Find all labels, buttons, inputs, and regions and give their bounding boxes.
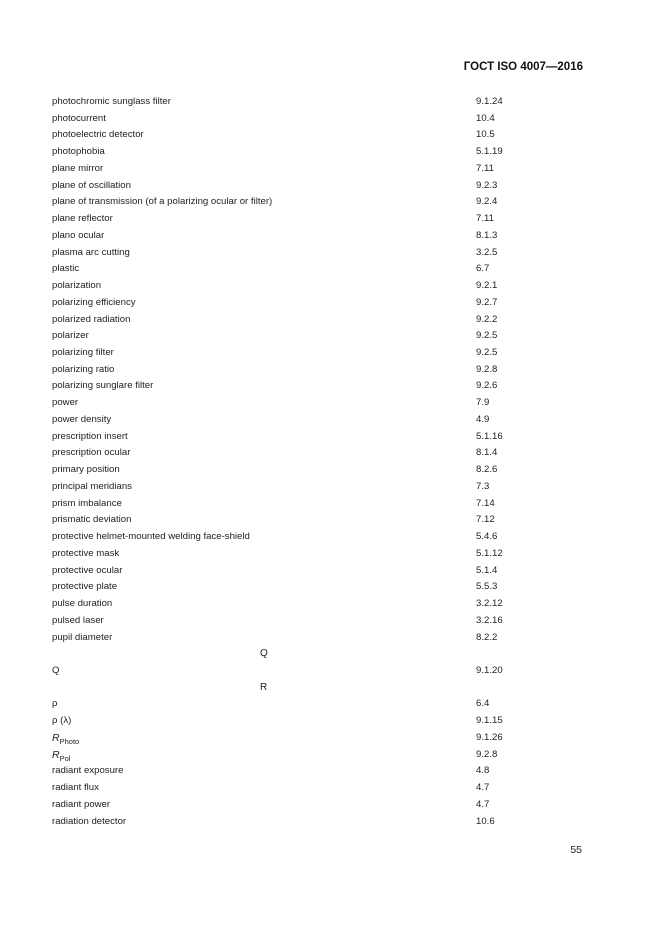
entry-reference: 4.9 <box>476 413 490 425</box>
index-entry <box>52 127 592 144</box>
index-entry <box>52 496 592 513</box>
entry-reference: 9.1.20 <box>476 664 503 676</box>
entry-reference: 7.11 <box>476 213 494 225</box>
index-entry <box>52 797 592 814</box>
index-entry <box>52 814 592 831</box>
page-number: 55 <box>570 844 582 856</box>
entry-reference: 8.1.4 <box>476 447 498 459</box>
entry-term: primary position <box>52 464 120 476</box>
entry-reference: 9.1.15 <box>476 715 503 727</box>
entry-term: polarization <box>52 280 102 292</box>
entry-reference: 7.11 <box>476 162 494 174</box>
entry-reference: 4.7 <box>476 782 490 794</box>
entry-reference: 5.1.12 <box>476 547 503 559</box>
index-entry <box>52 613 592 630</box>
entry-term: plastic <box>52 263 80 275</box>
index-entry <box>52 512 592 529</box>
entry-term: polarizer <box>52 330 89 342</box>
entry-reference: 10.6 <box>476 815 495 827</box>
index-entry <box>52 412 592 429</box>
entry-reference: 9.1.24 <box>476 96 503 107</box>
index-entry <box>52 94 592 111</box>
entry-term: plano ocular <box>52 229 105 241</box>
entry-term: prismatic deviation <box>52 514 132 526</box>
entry-term: prescription ocular <box>52 447 131 459</box>
entry-reference: 7.14 <box>476 497 495 509</box>
entry-reference: 5.1.4 <box>476 564 498 576</box>
entry-reference: 6.7 <box>476 263 490 275</box>
index-entry <box>52 479 592 496</box>
entry-term: prescription insert <box>52 430 128 442</box>
entry-reference: 5.1.16 <box>476 430 503 442</box>
index-entry <box>52 378 592 395</box>
index-entry <box>52 144 592 161</box>
symbol-subscript: Photo <box>59 736 80 746</box>
index-entry <box>52 462 592 479</box>
index-entry <box>52 763 592 780</box>
document-header: ГОСТ ISO 4007—2016 <box>463 61 583 73</box>
index-entry <box>52 563 592 580</box>
entry-reference: 4.8 <box>476 765 490 777</box>
entry-reference: 9.2.7 <box>476 296 498 308</box>
entry-symbol <box>52 730 79 748</box>
entry-term: photochromic sunglass filter <box>52 96 171 107</box>
index-entry <box>52 362 592 379</box>
index-entry <box>52 429 592 446</box>
index-entry <box>52 261 592 278</box>
index-entry <box>52 546 592 563</box>
entry-term: plane of transmission (of a polarizing ocular or filter) <box>52 196 273 208</box>
entry-term: pulsed laser <box>52 614 104 626</box>
entry-term: radiant exposure <box>52 765 124 777</box>
index-entry <box>52 211 592 228</box>
entry-reference: 9.2.2 <box>476 313 498 325</box>
symbol-subscript: Pol <box>59 753 71 763</box>
index-entry <box>52 161 592 178</box>
section-letter: R <box>260 681 268 693</box>
entry-term: radiant power <box>52 798 111 810</box>
entry-reference: 8.1.3 <box>476 229 498 241</box>
index-entry <box>52 111 592 128</box>
entry-reference: 8.2.2 <box>476 631 498 643</box>
entry-term: photocurrent <box>52 112 106 124</box>
entry-reference: 9.2.8 <box>476 748 498 760</box>
entry-term: prism imbalance <box>52 497 122 509</box>
entry-term: polarizing efficiency <box>52 296 136 308</box>
entry-term: pulse duration <box>52 598 113 610</box>
entry-reference: 3.2.5 <box>476 246 498 258</box>
entry-term: photophobia <box>52 146 105 158</box>
entry-reference: 9.1.26 <box>476 731 503 743</box>
index-list <box>52 94 592 830</box>
entry-term: polarized radiation <box>52 313 131 325</box>
index-entry <box>52 579 592 596</box>
entry-term: power <box>52 397 79 409</box>
index-entry <box>52 445 592 462</box>
entry-reference: 5.5.3 <box>476 581 498 593</box>
index-entry <box>52 278 592 295</box>
index-entry <box>52 747 592 764</box>
entry-term: photoelectric detector <box>52 129 144 141</box>
entry-reference: 10.5 <box>476 129 495 141</box>
entry-reference: 3.2.16 <box>476 614 503 626</box>
entry-term: principal meridians <box>52 480 132 492</box>
index-entry <box>52 596 592 613</box>
index-entry <box>52 178 592 195</box>
section-heading <box>52 680 592 697</box>
entry-term: protective plate <box>52 581 118 593</box>
entry-reference: 9.2.5 <box>476 347 498 359</box>
index-entry <box>52 328 592 345</box>
entry-term: polarizing ratio <box>52 363 115 375</box>
entry-term: protective helmet-mounted welding face-shield <box>52 531 250 543</box>
index-entry <box>52 713 592 730</box>
index-entry <box>52 663 592 680</box>
index-entry <box>52 630 592 647</box>
entry-term: power density <box>52 413 112 425</box>
entry-term: pupil diameter <box>52 631 113 643</box>
index-entry <box>52 245 592 262</box>
entry-reference: 4.7 <box>476 798 490 810</box>
entry-reference: 5.4.6 <box>476 531 498 543</box>
entry-term: plasma arc cutting <box>52 246 130 258</box>
entry-reference: 9.2.4 <box>476 196 498 208</box>
entry-reference: 7.9 <box>476 397 490 409</box>
entry-reference: 3.2.12 <box>476 598 503 610</box>
entry-reference: 8.2.6 <box>476 464 498 476</box>
entry-reference: 7.12 <box>476 514 495 526</box>
entry-term: Q <box>52 664 60 676</box>
entry-term: protective mask <box>52 547 120 559</box>
entry-reference: 10.4 <box>476 112 495 124</box>
index-entry <box>52 345 592 362</box>
entry-reference: 7.3 <box>476 480 490 492</box>
symbol-letter: R <box>52 748 60 761</box>
entry-term: plane of oscillation <box>52 179 131 191</box>
index-entry <box>52 696 592 713</box>
section-letter: Q <box>260 648 268 660</box>
entry-reference: 9.2.8 <box>476 363 498 375</box>
entry-reference: 6.4 <box>476 698 490 710</box>
entry-reference: 9.2.1 <box>476 280 498 292</box>
entry-term: plane mirror <box>52 162 104 174</box>
index-entry <box>52 194 592 211</box>
entry-reference: 9.2.5 <box>476 330 498 342</box>
entry-reference: 5.1.19 <box>476 146 503 158</box>
entry-reference: 9.2.6 <box>476 380 498 392</box>
index-entry <box>52 395 592 412</box>
entry-term: radiation detector <box>52 815 127 827</box>
index-entry <box>52 295 592 312</box>
entry-term: protective ocular <box>52 564 123 576</box>
index-entry <box>52 730 592 747</box>
entry-reference: 9.2.3 <box>476 179 498 191</box>
index-entry <box>52 780 592 797</box>
symbol-letter: R <box>52 731 60 744</box>
entry-term: polarizing filter <box>52 347 114 359</box>
index-entry <box>52 529 592 546</box>
entry-term: ρ <box>52 698 58 710</box>
section-heading <box>52 646 592 663</box>
index-entry <box>52 228 592 245</box>
entry-term: radiant flux <box>52 782 99 794</box>
index-entry <box>52 312 592 329</box>
entry-symbol <box>52 747 70 765</box>
entry-term: ρ (λ) <box>52 715 72 727</box>
entry-term: polarizing sunglare filter <box>52 380 154 392</box>
entry-term: plane reflector <box>52 213 113 225</box>
